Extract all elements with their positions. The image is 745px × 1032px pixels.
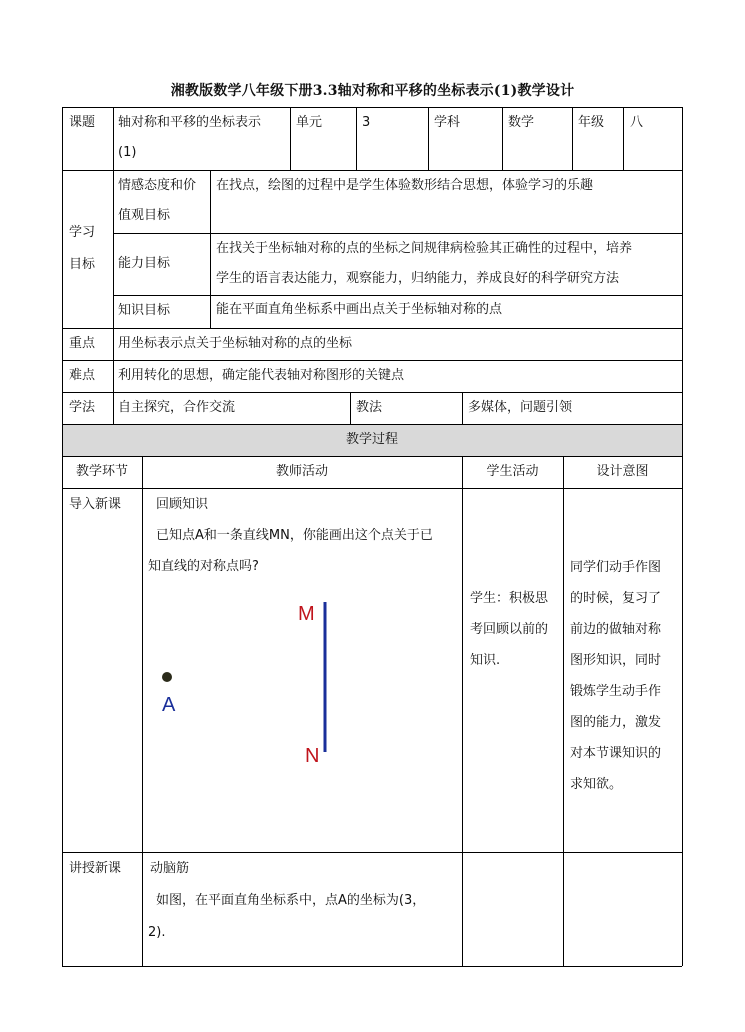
unit-value: 3 (362, 115, 371, 130)
intro-intent-line3: 前边的做轴对称 (570, 622, 662, 637)
ability-objective-value-line2: 学生的语言表达能力，观察能力，归纳能力，养成良好的科学研究方法 (216, 271, 620, 286)
page-title: 湘教版数学八年级下册3.3轴对称和平移的坐标表示(1)教学设计 (170, 83, 575, 99)
objectives-label-line1: 学习 (69, 225, 96, 240)
lecture-teacher-heading: 动脑筋 (150, 861, 190, 876)
intro-intent-line2: 的时候，复习了 (570, 591, 662, 606)
study-method-value: 自主探究，合作交流 (118, 400, 236, 415)
key-point-label: 重点 (69, 336, 96, 351)
lecture-teacher-line2: 2). (148, 925, 166, 940)
study-method-label: 学法 (69, 400, 96, 415)
knowledge-objective-label: 知识目标 (118, 303, 171, 318)
intro-teacher-heading: 回顾知识 (156, 497, 209, 512)
intro-stage: 导入新课 (69, 497, 122, 512)
point-a (162, 672, 172, 682)
grade-label: 年级 (578, 115, 605, 130)
grade-value: 八 (630, 115, 644, 130)
column-header-stage: 教学环节 (75, 464, 128, 479)
ability-objective-value-line1: 在找关于坐标轴对称的点的坐标之间规律病检验其正确性的过程中，培养 (216, 241, 633, 256)
emotion-objective-label-line1: 情感态度和价 (118, 178, 197, 193)
topic-value-line2: (1) (118, 145, 137, 160)
topic-value-line1: 轴对称和平移的坐标表示 (118, 115, 262, 130)
intro-student-line1: 学生：积极思 (470, 591, 549, 606)
objectives-label-line2: 目标 (69, 257, 96, 272)
label-m: M (298, 603, 315, 625)
intro-intent-line8: 求知欲。 (570, 777, 623, 792)
unit-label: 单元 (296, 115, 323, 130)
emotion-objective-label-line2: 值观目标 (118, 208, 171, 223)
column-header-student: 学生活动 (486, 464, 539, 479)
column-header-teacher: 教师活动 (275, 464, 328, 479)
difficulty-value: 利用转化的思想，确定能代表轴对称图形的关键点 (118, 368, 405, 383)
intro-intent-line1: 同学们动手作图 (570, 560, 662, 575)
knowledge-objective-value: 能在平面直角坐标系中画出点关于坐标轴对称的点 (216, 302, 503, 317)
ability-objective-label: 能力目标 (118, 256, 171, 271)
label-n: N (305, 745, 320, 767)
intro-teacher-line2: 知直线的对称点吗? (148, 559, 259, 574)
intro-teacher-line1: 已知点A和一条直线MN，你能画出这个点关于已 (156, 528, 433, 543)
intro-intent-line4: 图形知识，同时 (570, 653, 662, 668)
difficulty-label: 难点 (69, 368, 96, 383)
intro-student-line2: 考回顾以前的 (470, 622, 549, 637)
intro-intent-line6: 图的能力，激发 (570, 715, 662, 730)
intro-intent-line7: 对本节课知识的 (570, 746, 662, 761)
label-a: A (162, 694, 176, 716)
column-header-intent: 设计意图 (596, 464, 649, 479)
lecture-teacher-line1: 如图，在平面直角坐标系中，点A的坐标为(3， (156, 893, 426, 908)
intro-student-line3: 知识. (470, 653, 501, 668)
teach-method-value: 多媒体，问题引领 (468, 400, 573, 415)
teach-method-label: 教法 (356, 400, 383, 415)
subject-label: 学科 (434, 115, 461, 130)
emotion-objective-value: 在找点，绘图的过程中是学生体验数形结合思想，体验学习的乐趣 (216, 178, 594, 193)
symmetry-diagram (150, 590, 450, 770)
lecture-stage: 讲授新课 (69, 861, 122, 876)
process-header: 教学过程 (345, 432, 398, 447)
topic-label: 课题 (69, 115, 96, 130)
intro-intent-line5: 锻炼学生动手作 (570, 684, 662, 699)
subject-value: 数学 (508, 115, 535, 130)
key-point-value: 用坐标表示点关于坐标轴对称的点的坐标 (118, 336, 353, 351)
